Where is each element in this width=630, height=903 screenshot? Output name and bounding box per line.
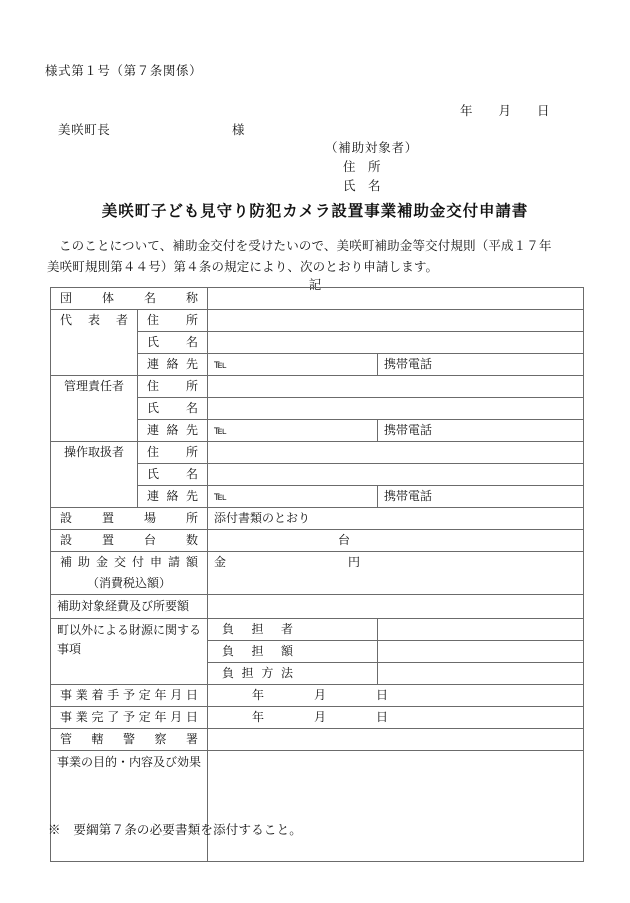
police-station-value-cell[interactable] (208, 729, 584, 751)
manager-name-label: 氏名 (147, 401, 199, 415)
applicant-block (325, 138, 418, 195)
start-date-label: 事業着手予定年月日 (60, 688, 199, 702)
header-date-year: 年 (460, 103, 473, 118)
addressee: 美咲町長 (58, 122, 111, 137)
operator-mobile-label: 携帯電話 (384, 489, 433, 503)
table-row (51, 729, 584, 751)
table-row (51, 376, 584, 398)
subsidy-amount-label: 補助金交付申請額 (60, 555, 199, 569)
install-count-unit: 台 (338, 533, 351, 547)
amount-unit: 円 (348, 555, 361, 569)
representative-name-label: 氏名 (147, 335, 199, 349)
operator-name-label-cell (138, 464, 208, 486)
operator-contact-label: 連絡先 (147, 489, 199, 503)
install-place-value: 添付書類のとおり (214, 511, 311, 525)
bearer-method-value-cell[interactable] (378, 663, 584, 685)
header-date-line (460, 101, 550, 119)
table-row (51, 288, 584, 310)
table-row (51, 310, 584, 332)
start-date-day: 日 (376, 688, 389, 702)
subsidy-amount-label-cell (51, 552, 208, 595)
representative-contact-label-cell (138, 354, 208, 376)
intro-paragraph (47, 236, 587, 277)
bearer-label: 負担者 (222, 622, 294, 636)
table-row (51, 530, 584, 552)
eligible-expense-label-cell (51, 595, 208, 619)
amount-entry (208, 552, 583, 573)
bearer-amount-label: 負担額 (222, 644, 294, 658)
operator-name-label: 氏名 (147, 467, 199, 481)
representative-label-cell (51, 310, 138, 376)
start-date-value-cell[interactable] (208, 685, 584, 707)
end-date-label: 事業完了予定年月日 (60, 710, 199, 724)
end-date-year: 年 (252, 710, 265, 724)
manager-label-cell (51, 376, 138, 442)
install-count-label-cell (51, 530, 208, 552)
manager-name-label-cell (138, 398, 208, 420)
end-date-value-cell[interactable] (208, 707, 584, 729)
representative-name-label-cell (138, 332, 208, 354)
header-date-day: 日 (537, 103, 550, 118)
bearer-amount-label-cell (208, 641, 378, 663)
start-date-year: 年 (252, 688, 265, 702)
table-row (51, 685, 584, 707)
representative-label: 代表者 (60, 313, 128, 327)
manager-address-label-cell (138, 376, 208, 398)
install-place-label: 設置場所 (60, 511, 199, 525)
police-station-label-cell (51, 729, 208, 751)
subsidy-amount-value-cell[interactable] (208, 552, 584, 595)
external-funding-label-cell (51, 619, 208, 685)
representative-tel-label: ℡ (214, 357, 227, 371)
table-row (51, 707, 584, 729)
manager-name-value-cell[interactable] (208, 398, 584, 420)
representative-address-label-cell (138, 310, 208, 332)
representative-mobile-label: 携帯電話 (384, 357, 433, 371)
purpose-label-cell (51, 751, 208, 862)
purpose-value-cell[interactable] (208, 751, 584, 862)
manager-tel-label: ℡ (214, 423, 227, 437)
operator-address-label-cell (138, 442, 208, 464)
purpose-label: 事業の目的・内容及び効果 (57, 755, 202, 769)
applicant-group-label: （補助対象者） (325, 140, 419, 155)
start-date-ymd (208, 685, 583, 706)
start-date-month: 月 (314, 688, 327, 702)
operator-label: 操作取扱者 (63, 445, 124, 459)
operator-address-label: 住所 (147, 445, 199, 459)
table-row (51, 552, 584, 595)
header-date-month: 月 (498, 103, 512, 118)
manager-address-value-cell[interactable] (208, 376, 584, 398)
representative-contact-label: 連絡先 (147, 357, 199, 371)
application-table (50, 287, 584, 862)
operator-contact-label-cell (138, 486, 208, 508)
start-date-label-cell (51, 685, 208, 707)
manager-label: 管理責任者 (63, 379, 124, 393)
operator-address-value-cell[interactable] (208, 442, 584, 464)
install-count-unit-wrap (208, 530, 583, 551)
bearer-amount-value-cell[interactable] (378, 641, 584, 663)
page-title: 美咲町子ども見守り防犯カメラ設置事業補助金交付申請書 (101, 201, 529, 220)
group-name-value-cell[interactable] (208, 288, 584, 310)
operator-tel-label: ℡ (214, 489, 227, 503)
end-date-day: 日 (376, 710, 389, 724)
end-date-month: 月 (314, 710, 327, 724)
install-place-value-cell[interactable] (208, 508, 584, 530)
manager-tel-cell[interactable] (208, 420, 378, 442)
end-date-label-cell (51, 707, 208, 729)
form-number: 様式第１号（第７条関係） (45, 63, 203, 78)
police-station-label: 管轄警察署 (60, 732, 199, 746)
amount-prefix: 金 (214, 555, 227, 569)
operator-mobile-cell[interactable] (378, 486, 584, 508)
addressee-honorific: 様 (232, 122, 245, 137)
manager-mobile-cell[interactable] (378, 420, 584, 442)
group-name-label-cell (51, 288, 208, 310)
footer-note: ※ 要綱第７条の必要書類を添付すること。 (48, 822, 303, 837)
operator-label-cell (51, 442, 138, 508)
eligible-expense-label: 補助対象経費及び所要額 (57, 599, 190, 613)
manager-address-label: 住所 (147, 379, 199, 393)
bearer-method-label-cell (208, 663, 378, 685)
operator-tel-cell[interactable] (208, 486, 378, 508)
ki-marker: 記 (308, 277, 322, 292)
manager-mobile-label: 携帯電話 (384, 423, 433, 437)
table-row (51, 751, 584, 862)
applicant-address-label: 住 所 (343, 159, 381, 174)
manager-contact-label-cell (138, 420, 208, 442)
bearer-value-cell[interactable] (378, 619, 584, 641)
table-row (51, 619, 584, 641)
applicant-name-label: 氏 名 (343, 178, 381, 193)
install-place-label-cell (51, 508, 208, 530)
operator-name-value-cell[interactable] (208, 464, 584, 486)
subsidy-amount-label-sub: （消費税込額） (87, 576, 172, 590)
bearer-label-cell (208, 619, 378, 641)
external-funding-label: 町以外による財源に関する事項 (57, 623, 202, 656)
eligible-expense-value-cell[interactable] (208, 595, 584, 619)
table-row (51, 508, 584, 530)
representative-address-label: 住所 (147, 313, 199, 327)
intro-line-1: このことについて、補助金交付を受けたいので、美咲町補助金等交付規則（平成１７年 (59, 238, 552, 253)
install-count-label: 設置台数 (60, 533, 199, 547)
group-name-label: 団体名称 (60, 291, 199, 305)
representative-tel-cell[interactable] (208, 354, 378, 376)
representative-address-value-cell[interactable] (208, 310, 584, 332)
table-row (51, 595, 584, 619)
representative-mobile-cell[interactable] (378, 354, 584, 376)
intro-line-2: 美咲町規則第４４号）第４条の規定により、次のとおり申請します。 (47, 258, 439, 274)
bearer-method-label: 負担方法 (222, 666, 294, 680)
representative-name-value-cell[interactable] (208, 332, 584, 354)
end-date-ymd (208, 707, 583, 728)
install-count-value-cell[interactable] (208, 530, 584, 552)
table-row (51, 442, 584, 464)
manager-contact-label: 連絡先 (147, 423, 199, 437)
